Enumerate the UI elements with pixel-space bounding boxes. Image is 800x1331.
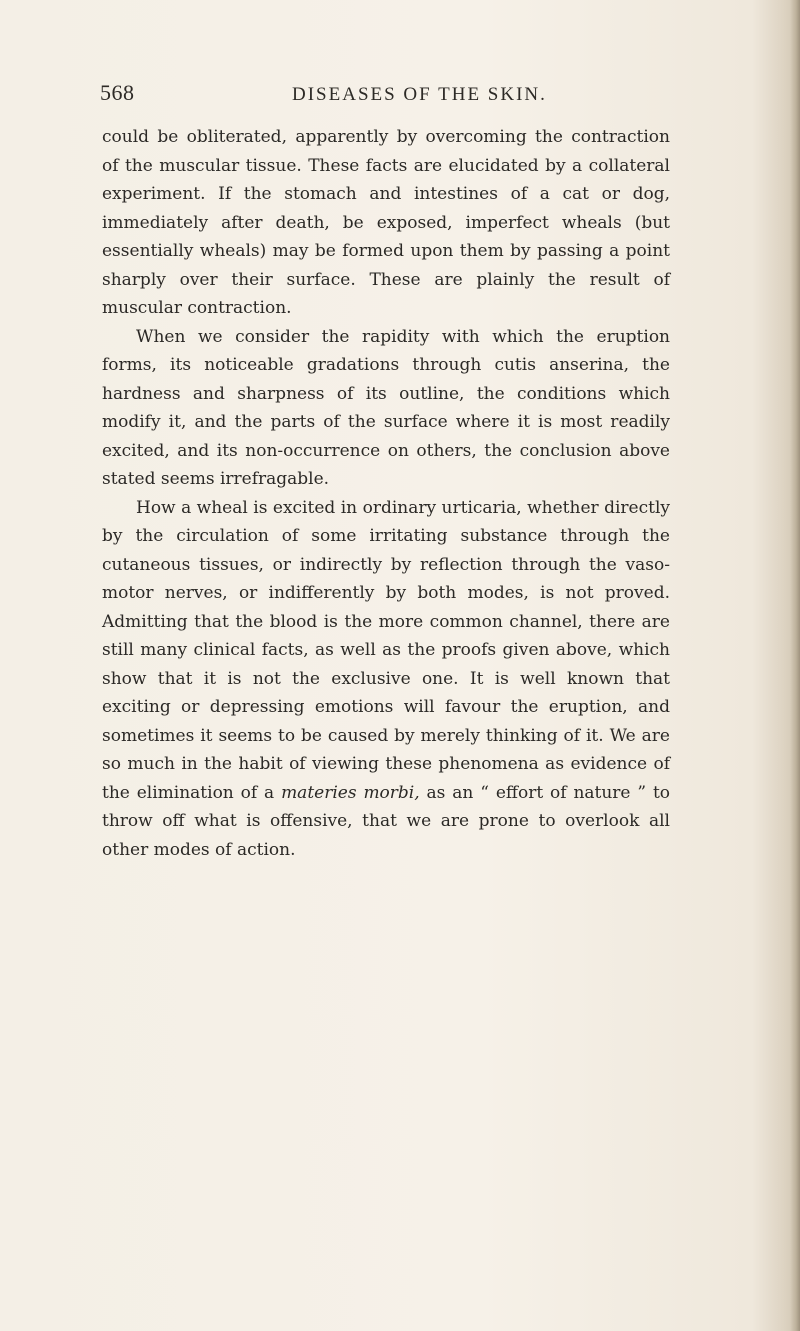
body-text xyxy=(102,123,670,864)
page-header xyxy=(100,80,660,108)
paragraph-3 xyxy=(102,494,670,865)
running-title: DISEASES OF THE SKIN. xyxy=(292,84,547,105)
paragraph-2: When we consider the rapidity with which the eruption forms, its noticeable gradations through cutis anserina, the hardness and sharpness of its outline, the conditions which modify it, and the parts of the surface where it is most readily excited, and its non-occurrence on others, the conclusion above stated seems irrefragable. xyxy=(102,326,670,489)
latin-phrase: materies morbi, xyxy=(281,782,420,803)
paragraph-3-text-start: How a wheal is excited in ordinary urticaria, whether directly by the circulation of some irritating substance through the cutaneous tissues, or indirectly by reflection through the vaso-motor nerves, or indifferently by both modes, is not proved. Admitting that the blood is the more common channel, there are still many clinical facts, as well as the proofs given above, which show that it is not the exclusive one. It is well known that exciting or depressing emotions will favour the eruption, and sometimes it seems to be caused by merely thinking of it. We are so much in the habit of viewing these phenomena as evidence of the elimination of a xyxy=(102,497,670,803)
paragraph-1: could be obliterated, apparently by overcoming the contraction of the muscular tissue. These facts are elucidated by a collateral experiment. If the stomach and intestines of a cat or dog, immediately after death, be exposed, imperfect wheals (but essentially wheals) may be formed upon them by passing a point sharply over their surface. These are plainly the result of muscular contraction. xyxy=(102,127,670,318)
paragraph-3-text-end: as an “ effort of nature ” to throw off what is offensive, that we are prone to overlook all other modes of action. xyxy=(102,782,671,860)
page-edge-shadow xyxy=(790,0,800,1331)
page-number: 568 xyxy=(100,80,135,105)
